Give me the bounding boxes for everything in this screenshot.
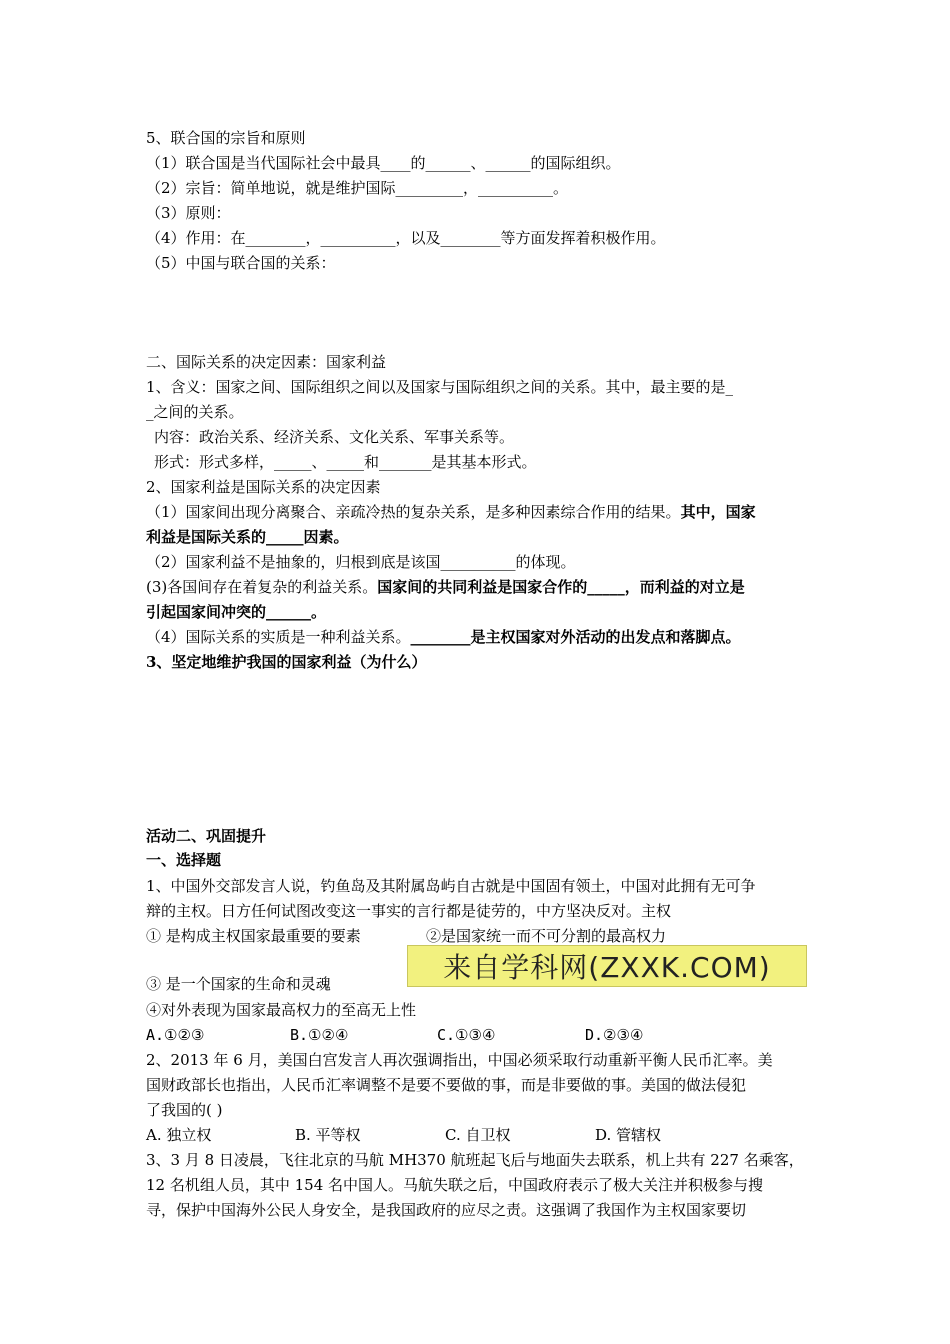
section5-item-4: （4）作用：在________，__________，以及________等方面发挥着积极作用。	[146, 229, 666, 247]
q1-choice-c: C.①③④	[437, 1026, 496, 1044]
point-2-3-line-1	[146, 577, 745, 597]
point-2-title: 2、国家利益是国际关系的决定因素	[146, 478, 381, 496]
section5-item-2: （2）宗旨：简单地说，就是维护国际_________，__________。	[146, 179, 569, 197]
q3-stem-line-1: 3、3 月 8 日凌晨，飞往北京的马航 MH370 航班起飞后与地面失去联系，机上共有 227 名乘客，	[146, 1151, 804, 1169]
q2-stem-line-3: 了我国的( )	[146, 1101, 223, 1119]
q3-stem-line-2: 12 名机组人员，其中 154 名中国人。马航失联之后，中国政府表示了极大关注并积极参与搜	[146, 1176, 764, 1194]
point-3-title: 3、坚定地维护我国的国家利益（为什么）	[146, 653, 427, 671]
q2-choice-b: B. 平等权	[295, 1126, 361, 1144]
section5-item-3: （3）原则：	[146, 204, 231, 222]
q1-option-3: ③ 是一个国家的生命和灵魂	[146, 975, 331, 993]
point-2-4-normal: （4）国际关系的实质是一种利益关系。	[146, 628, 411, 646]
q2-stem-line-1: 2、2013 年 6 月，美国白宫发言人再次强调指出，中国必须采取行动重新平衡人民币汇率。美	[146, 1051, 773, 1069]
q2-stem-line-2: 国财政部长也指出，人民币汇率调整不是要不要做的事，而是非要做的事。美国的做法侵犯	[146, 1076, 747, 1094]
q1-choice-d: D.②③④	[585, 1026, 644, 1044]
q1-stem-line-1: 1、中国外交部发言人说，钓鱼岛及其附属岛屿自古就是中国固有领土，中国对此拥有无可争	[146, 877, 756, 895]
form-line: 形式：形式多样，_____、_____和_______是其基本形式。	[154, 453, 537, 471]
point-2-1-line-2: 利益是国际关系的_____因素。	[146, 528, 349, 546]
watermark-banner: 来自学科网(ZXXK.COM)	[407, 945, 807, 987]
q1-choice-b: B.①②④	[290, 1026, 349, 1044]
content-line: 内容：政治关系、经济关系、文化关系、军事关系等。	[154, 428, 515, 446]
point-2-3-bold: 国家间的共同利益是国家合作的_____，而利益的对立是	[377, 578, 745, 596]
point-2-1-line-1	[146, 502, 756, 522]
section5-item-1: （1）联合国是当代国际社会中最具____的______、______的国际组织。	[146, 154, 621, 172]
section5-item-5: （5）中国与联合国的关系：	[146, 254, 336, 272]
q1-stem-line-2: 辩的主权。日方任何试图改变这一事实的言行都是徒劳的，中方坚决反对。主权	[146, 902, 672, 920]
q2-choice-d: D. 管辖权	[595, 1126, 662, 1144]
section5-title: 5、联合国的宗旨和原则	[146, 129, 306, 147]
q2-choice-a: A. 独立权	[146, 1126, 212, 1144]
section-two-title: 二、国际关系的决定因素：国家利益	[146, 353, 387, 371]
meaning-line-2: _之间的关系。	[146, 403, 244, 421]
q1-choice-a: A.①②③	[146, 1026, 205, 1044]
point-2-4-bold: ________是主权国家对外活动的出发点和落脚点。	[410, 628, 741, 646]
point-2-2: （2）国家利益不是抽象的，归根到底是该国__________的体现。	[146, 553, 576, 571]
point-2-4	[146, 627, 741, 647]
q1-option-1: ① 是构成主权国家最重要的要素	[146, 927, 361, 945]
point-2-1-normal: （1）国家间出现分离聚合、亲疏冷热的复杂关系，是多种因素综合作用的结果。	[146, 503, 681, 521]
meaning-line-1: 1、含义：国家之间、国际组织之间以及国家与国际组织之间的关系。其中，最主要的是_	[146, 378, 734, 396]
q1-option-4: ④对外表现为国家最高权力的至高无上性	[146, 1001, 417, 1019]
q2-choice-c: C. 自卫权	[445, 1126, 511, 1144]
point-2-3-line-2: 引起国家间冲突的______。	[146, 603, 327, 621]
point-2-3-normal: (3)各国间存在着复杂的利益关系。	[146, 578, 378, 596]
point-2-1-bold: 其中，国家	[680, 503, 756, 521]
activity-title: 活动二、巩固提升	[146, 827, 267, 845]
choice-section-title: 一、选择题	[146, 851, 222, 869]
q1-option-2: ②是国家统一而不可分割的最高权力	[426, 927, 667, 945]
q3-stem-line-3: 寻，保护中国海外公民人身安全，是我国政府的应尽之责。这强调了我国作为主权国家要切	[146, 1201, 747, 1219]
